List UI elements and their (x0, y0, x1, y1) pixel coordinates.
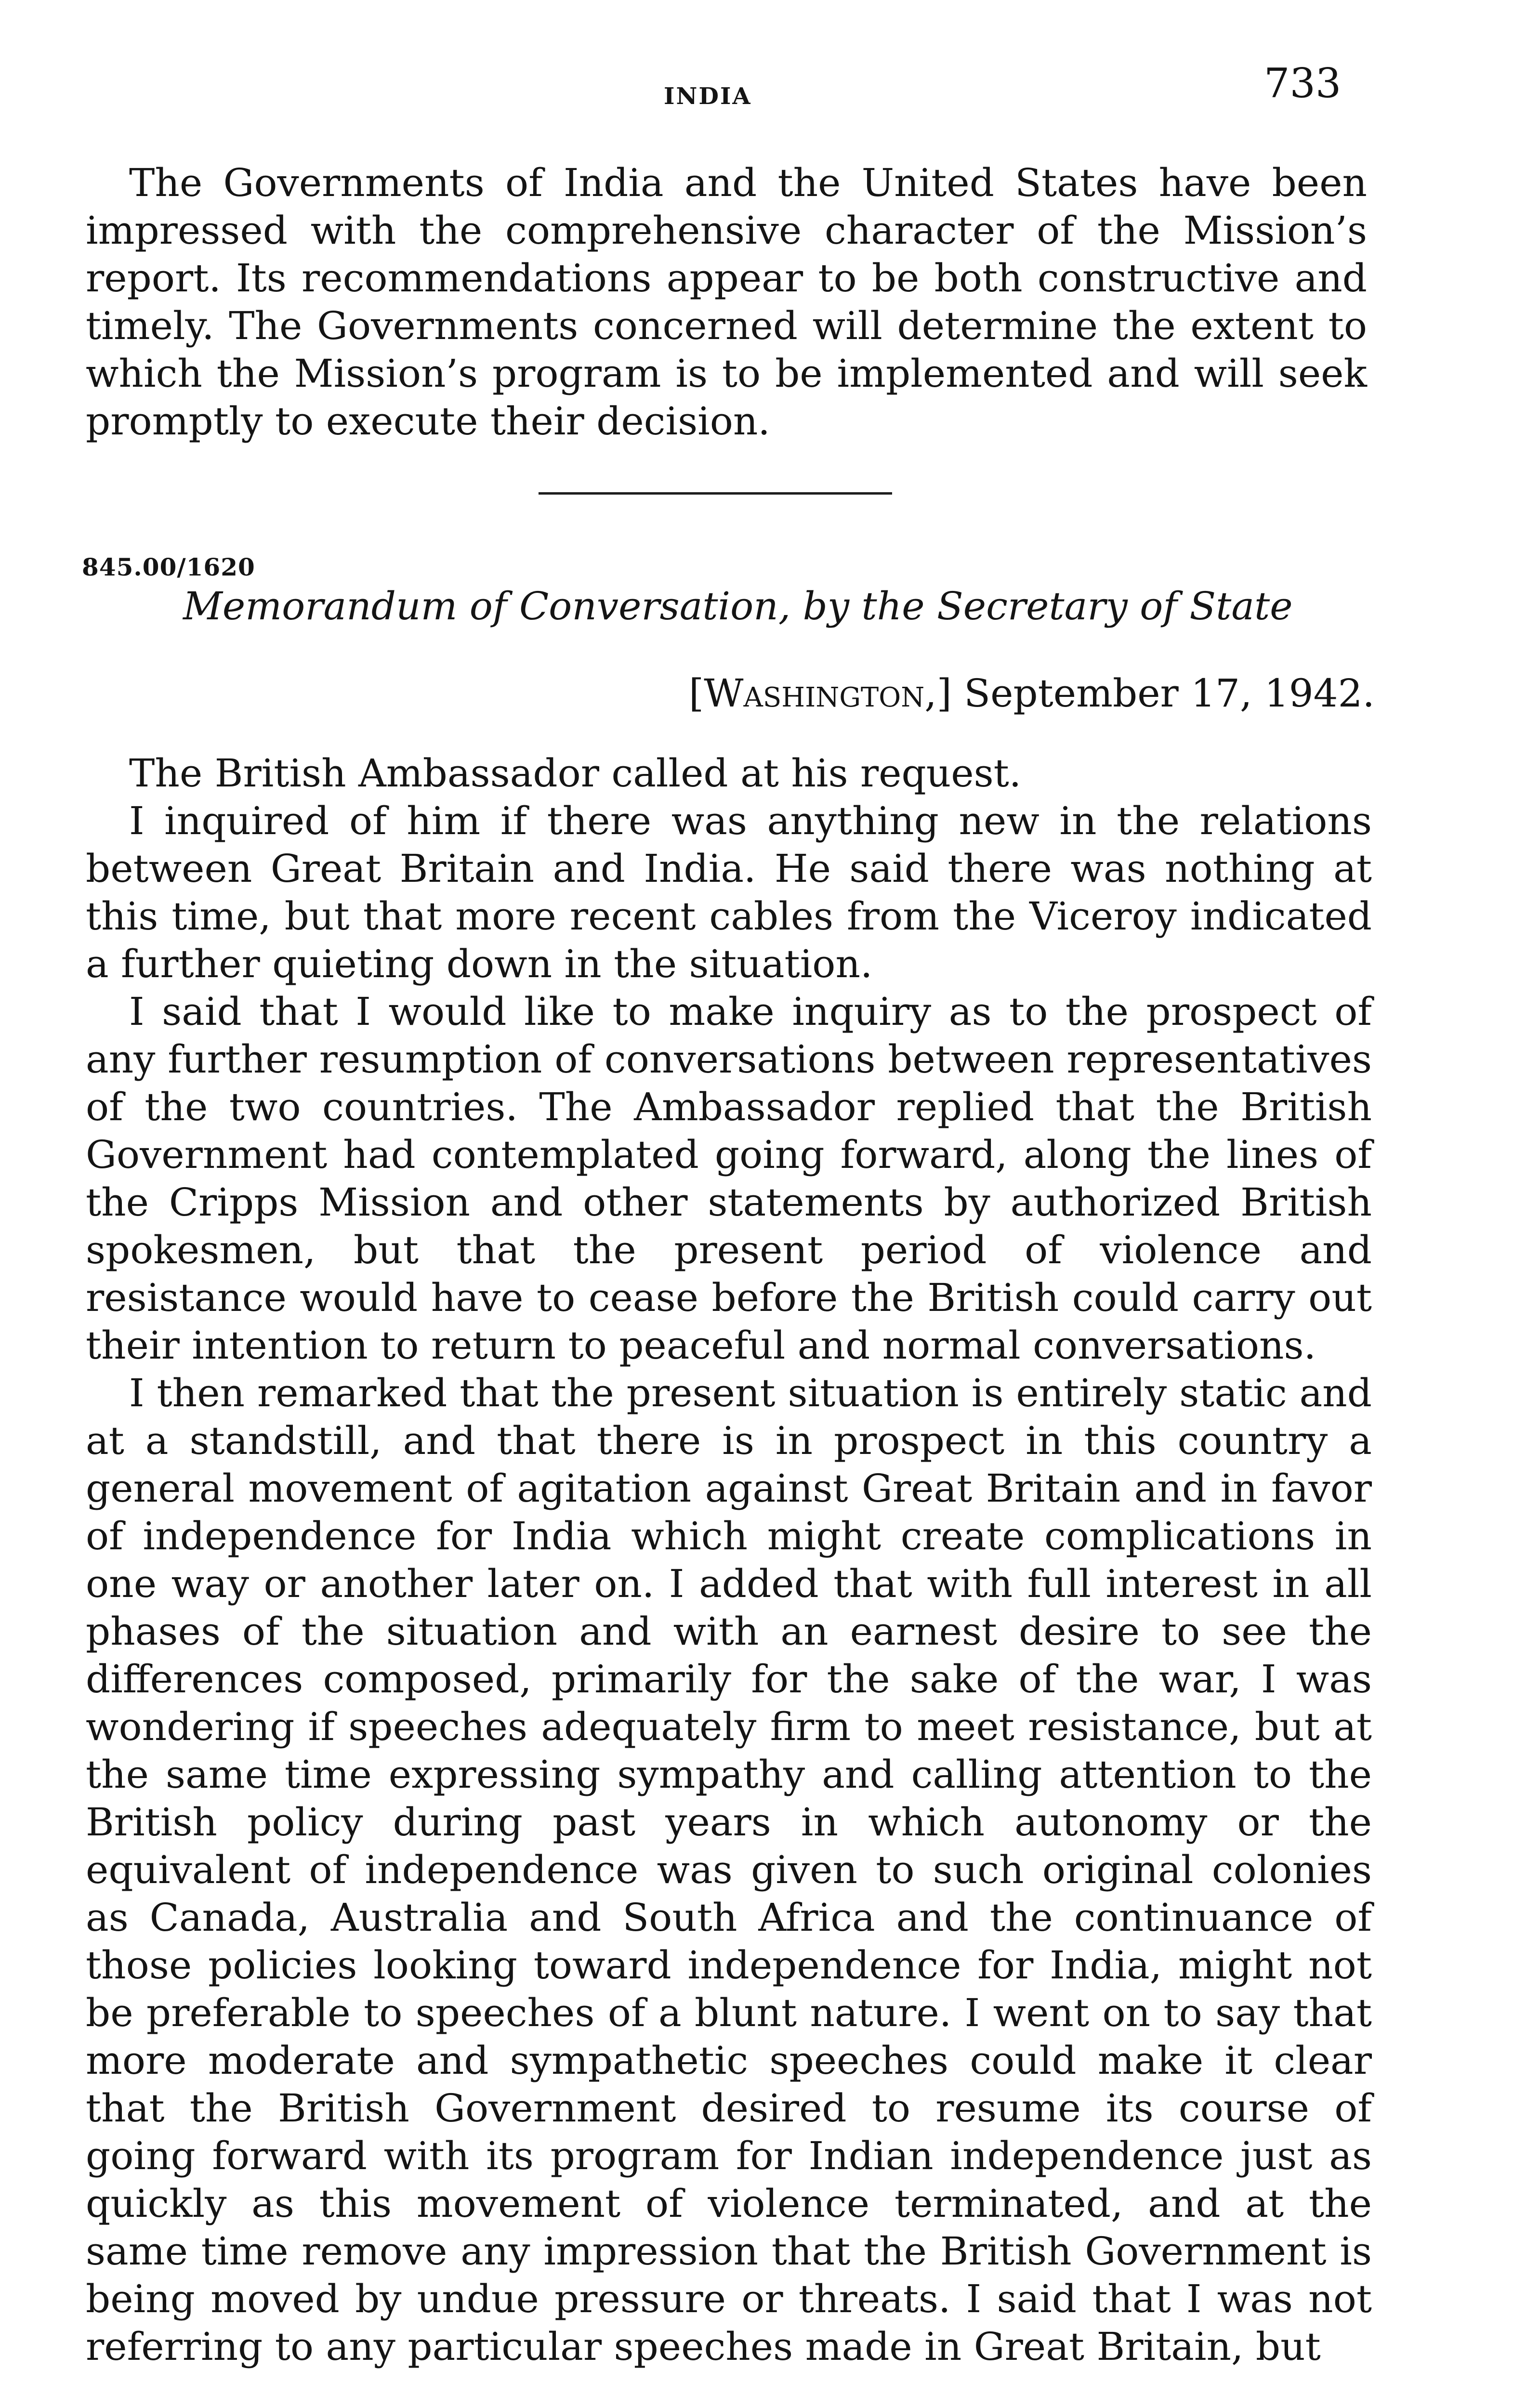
body-paragraph: I then remarked that the present situation is entirely static and at a standstill, and that there is in prospect in this country a general movement of agitation against Great Britain and in favor of independence for India which might create complications in one way or another later on. I added that with full interest in all phases of the situation and with an earnest desire to see the differences composed, primarily for the sake of the war, I was wondering if speeches adequately firm to meet resistance, but at the same time expressing sympathy and calling attention to the British policy during past years in which autonomy or the equivalent of independence was given to such original colonies as Canada, Australia and South Africa and the continuance of those policies looking toward independence for India, might not be preferable to speeches of a blunt nature. I went on to say that more moderate and sympathetic speeches could make it clear that the British Government desired to resume its course of going forward with its program for Indian independence just as quickly as this movement of violence terminated, and at the same time remove any impression that the British Government is being moved by undue pressure or threats. I said that I was not referring to any particular speeches made in Great Britain, but (86, 1371, 1372, 2369)
page-number: 733 (1264, 60, 1342, 107)
memorandum-body (86, 749, 1372, 2370)
dateline-date: September 17, 1942. (964, 671, 1375, 716)
file-number: 845.00/1620 (82, 553, 255, 581)
body-paragraph: I said that I would like to make inquiry as to the prospect of any further resumption of conversations between representatives of the two countries. The Ambassador replied that the British Government had contemplated going forward, along the lines of the Cripps Mission and other statements by authorized British spokesmen, but that the present period of violence and resistance would have to cease before the British could carry out their intention to return to peaceful and normal conversations. (86, 989, 1372, 1368)
dateline (689, 671, 1375, 716)
body-paragraph: I inquired of him if there was anything new in the relations between Great Britain and India. He said there was nothing at this time, but that more recent cables from the Viceroy indicated a further quieting down in the situation. (86, 798, 1372, 986)
body-paragraph: The British Ambassador called at his request. (129, 751, 1022, 796)
running-head: INDIA (664, 83, 752, 110)
dateline-place: [Washington,] (689, 671, 952, 716)
continued-paragraph: The Governments of India and the United States have been impressed with the comprehensive character of the Mission’s report. Its recommendations appear to be both constructive and timely. The Governments concerned will determine the extent to which the Mission’s program is to be implemented and will seek promptly to execute their decision. (86, 160, 1367, 444)
document-title: Memorandum of Conversation, by the Secretary of State (183, 584, 1293, 628)
section-divider (539, 492, 892, 495)
continued-text-block (86, 159, 1367, 445)
